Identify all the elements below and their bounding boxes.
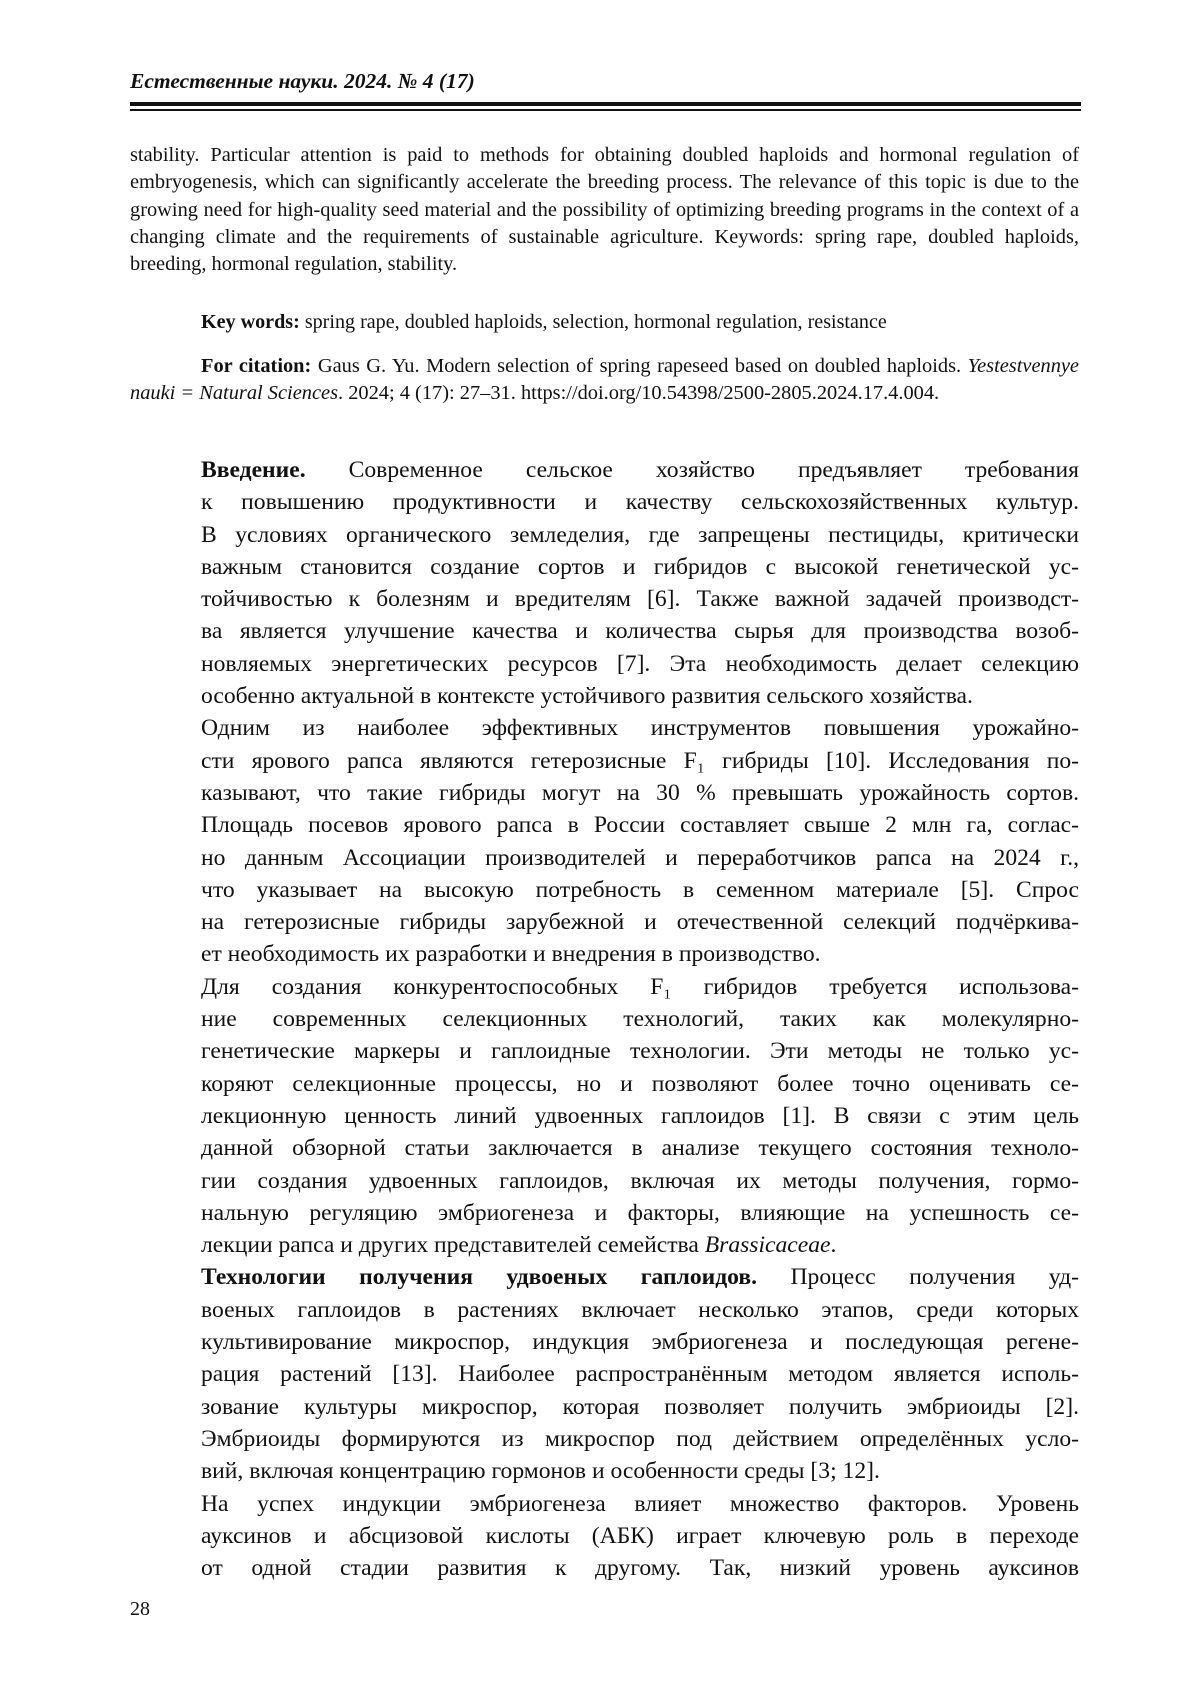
text-line: Для создания конкурентоспособных F₁ гибридов требуется использова- xyxy=(130,971,1079,1003)
text-line: ние современных селекционных технологий, таких как молекулярно- xyxy=(130,1003,1079,1035)
keywords xyxy=(130,309,1079,336)
journal-page xyxy=(0,0,1200,1697)
article-body xyxy=(130,454,1079,1584)
paragraph-technologies xyxy=(130,971,1079,1262)
text-line: сти ярового рапса являются гетерозисные F₁ гибриды [10]. Исследования по- xyxy=(130,745,1079,777)
text-line: ет необходимость их разработки и внедрения в производство. xyxy=(130,938,1079,970)
paragraph-embryogenesis xyxy=(130,1488,1079,1585)
text-line: ва является улучшение качества и количества сырья для производства возоб- xyxy=(130,615,1079,647)
text-line: нальную регуляцию эмбриогенеза и факторы, влияющие на успешность се- xyxy=(130,1197,1079,1229)
text-line: зование культуры микроспор, которая позволяет получить эмбриоиды [2]. xyxy=(130,1391,1079,1423)
header-rule-thin xyxy=(130,109,1081,111)
citation-text: Gaus G. Yu. Modern selection of spring rapeseed based on doubled haploids. xyxy=(318,355,961,377)
citation-doi[interactable]: https://doi.org/10.54398/2500-2805.2024.17.4.004. xyxy=(521,382,939,404)
text-line: к повышению продуктивности и качеству сельскохозяйственных культур. xyxy=(130,486,1079,518)
text-line: новляемых энергетических ресурсов [7]. Эта необходимость делает селекцию xyxy=(130,648,1079,680)
citation xyxy=(130,353,1079,408)
text-line: коряют селекционные процессы, но и позволяют более точно оценивать се- xyxy=(130,1068,1079,1100)
keywords-text: spring rape, doubled haploids, selection, hormonal regulation, resistance xyxy=(305,311,887,333)
text-line: что указывает на высокую потребность в семенном материале [5]. Спрос xyxy=(130,874,1079,906)
text-line: военых гаплоидов в растениях включает несколько этапов, среди которых xyxy=(130,1294,1079,1326)
text-line: рация растений [13]. Наиболее распространённым методом является исполь- xyxy=(130,1358,1079,1390)
text-line: В условиях органического земледелия, где запрещены пестициды, критически xyxy=(130,519,1079,551)
text-line: казывают, что такие гибриды могут на 30 % превышать урожайность сортов. xyxy=(130,777,1079,809)
text-line: ауксинов и абсцизовой кислоты (АБК) играет ключевую роль в переходе xyxy=(130,1520,1079,1552)
text-line: Технологии получения удвоеных гаплоидов. Процесс получения уд- xyxy=(130,1261,1079,1293)
text-line: лекционную ценность линий удвоенных гаплоидов [1]. В связи с этим цель xyxy=(130,1100,1079,1132)
text-line: данной обзорной статьи заключается в анализе текущего состояния техноло- xyxy=(130,1132,1079,1164)
keywords-label: Key words: xyxy=(201,311,300,333)
paragraph-heterosis xyxy=(130,712,1079,970)
text-line: лекции рапса и других представителей семейства Brassicaceae. xyxy=(130,1229,1079,1261)
text-line: тойчивостью к болезням и вредителям [6]. Также важной задачей производст- xyxy=(130,583,1079,615)
section-heading: Технологии получения удвоеных гаплоидов. xyxy=(201,1264,757,1290)
text-line: Площадь посевов ярового рапса в России составляет свыше 2 млн га, соглас- xyxy=(130,809,1079,841)
abstract-text: stability. Particular attention is paid to methods for obtaining doubled haploids and hormonal regulation of embryogenesis, which can significantly accelerate the breeding process. The relevance of this topic is due to the growing need for high-quality seed material and the possibility of optimizing breeding programs in the context of a changing climate and the requirements of sustainable agriculture. Keywords: spring rape, doubled haploids, breeding, hormonal regulation, stability. xyxy=(130,142,1079,278)
running-header: Естественные науки. 2024. № 4 (17) xyxy=(130,68,1080,94)
text-line: но данным Ассоциации производителей и переработчиков рапса на 2024 г., xyxy=(130,842,1079,874)
citation-label: For citation: xyxy=(201,355,311,377)
text-line: гии создания удвоенных гаплоидов, включая их методы получения, гормо- xyxy=(130,1165,1079,1197)
citation-issue: . 2024; 4 (17): 27–31. xyxy=(338,382,516,404)
text-line: Введение. Современное сельское хозяйство предъявляет требования xyxy=(130,454,1079,486)
citation-journal: Yestestvennye nauki = Natural Sciences xyxy=(130,355,1079,404)
page-number: 28 xyxy=(130,1597,150,1621)
text-line: особенно актуальной в контексте устойчивого развития сельского хозяйства. xyxy=(130,680,1079,712)
header-rule-thick xyxy=(130,102,1081,106)
intro-heading: Введение. xyxy=(201,457,306,483)
text-line: культивирование микроспор, индукция эмбриогенеза и последующая регене- xyxy=(130,1326,1079,1358)
text-line: Эмбриоиды формируются из микроспор под действием определённых усло- xyxy=(130,1423,1079,1455)
text-line: На успех индукции эмбриогенеза влияет множество факторов. Уровень xyxy=(130,1488,1079,1520)
section-doubled-haploids xyxy=(130,1261,1079,1487)
text-line: на гетерозисные гибриды зарубежной и отечественной селекций подчёркива- xyxy=(130,906,1079,938)
intro-paragraph xyxy=(130,454,1079,712)
text-line: важным становится создание сортов и гибридов с высокой генетической ус- xyxy=(130,551,1079,583)
text-line: от одной стадии развития к другому. Так, низкий уровень ауксинов xyxy=(130,1552,1079,1584)
text-line: Одним из наиболее эффективных инструментов повышения урожайно- xyxy=(130,712,1079,744)
family-name-italic: Brassicaceae xyxy=(705,1232,831,1258)
text-line: генетические маркеры и гаплоидные технологии. Эти методы не только ус- xyxy=(130,1035,1079,1067)
text-line: вий, включая концентрацию гормонов и особенности среды [3; 12]. xyxy=(130,1455,1079,1487)
